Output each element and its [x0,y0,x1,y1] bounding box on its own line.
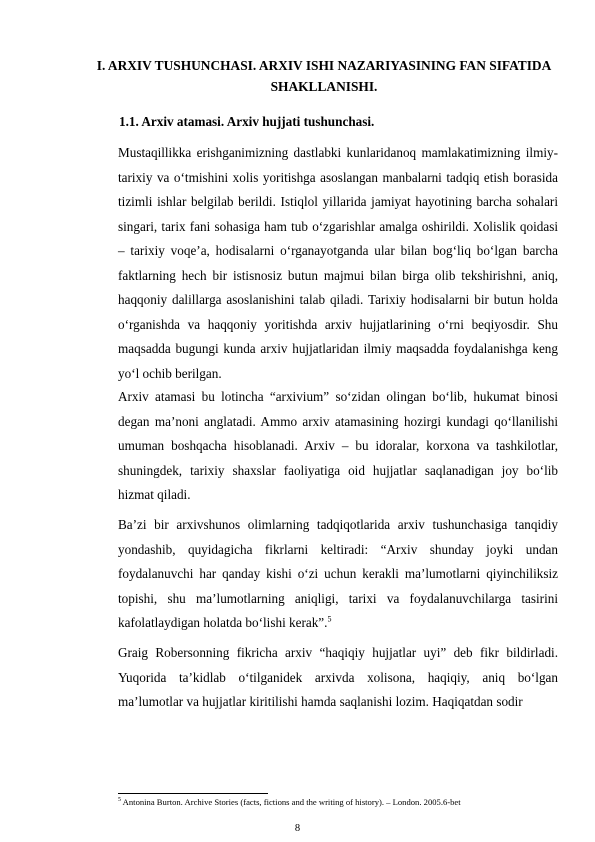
paragraph-4 [118,641,558,715]
footnote-text: Antonina Burton. Archive Stories (facts, fictions and the writing of history). – London. 2005.6-bet [121,797,461,807]
paragraph-1-text: Mustaqillikka erishganimizning dastlabki kunlaridanoq mamlakatimizning ilmiy-tarixiy va o‘tmishini xolis yoritishga asoslangan manbalarni tadqiq etish borasida tizimli ishlar belgilab berildi. Istiqlol yillarida jamiyat hayotining barcha sohalari singari, tarix fani sohasiga ham tub o‘zgarishlar amalga oshirildi. Xolislik qoidasi – tarixiy voqe’a, hodisalarni o‘rganayotganda ular bilan bog‘liq bo‘lgan barcha faktlarning hech bir istisnosiz butun majmui bilan birga olib tekshirishni, aniq, haqqoniy dalillarga asoslanishini talab qiladi. Tarixiy hodisalarni bir butun holda o‘rganishda va haqqoniy yoritishda arxiv hujjatlarining o‘rni beqiyosdir. Shu maqsadda bugungi kunda arxiv hujjatlaridan ilmiy maqsadda foydalanishga keng yo‘l ochib berilgan. [118,145,558,381]
footnote-divider [118,793,268,794]
paragraph-3 [118,513,558,636]
section-title: 1.1. Arxiv atamasi. Arxiv hujjati tushunchasi. [119,114,375,129]
footnote-mark: 5 [118,797,121,804]
footnote-reference[interactable]: 5 [327,614,332,624]
paragraph-4-text: Graig Robersonning fikricha arxiv “haqiqiy hujjatlar uyi” deb fikr bildirladi. Yuqorida ta’kidlab o‘tilganidek arxivda xolisona, haqiqiy, aniq bo‘lgan ma’lumotlar va hujjatlar kiritilishi hamda saqlanishi lozim. Haqiqatdan sodir [118,645,558,709]
paragraph-2 [118,385,558,508]
chapter-heading: I. ARXIV TUSHUNCHASI. ARXIV ISHI NAZARIYASINING FAN SIFATIDA SHAKLLANISHI. [96,58,552,94]
paragraph-1 [118,141,558,386]
paragraph-3-text: Ba’zi bir arxivshunos olimlarning tadqiqotlarida arxiv tushunchasiga tanqidiy yondashib, quyidagicha fikrlarni keltiradi: “Arxiv shunday joyki undan foydalanuvchi har qanday kishi o‘zi uchun kerakli ma’lumotlarni qiyinchiliksiz topishi, shu ma’lumotlarning aniqligi, tarixi va foydalanuvchilarga tasirini kafolatlaydigan holatda bo‘lishi kerak”. [118,517,558,630]
footnote [118,797,558,808]
paragraph-2-text: Arxiv atamasi bu lotincha “arxivium” so‘zidan olingan bo‘lib, hukumat binosi degan ma’noni anglatadi. Ammo arxiv atamasining hozirgi kundagi qo‘llanilishi umuman boshqacha hisoblanadi. Arxiv – bu idoralar, korxona va tashkilotlar, shuningdek, tarixiy shaxslar faoliyatiga oid hujjatlar saqlanadigan joy bo‘lib hizmat qiladi. [118,389,558,502]
page-number: 8 [294,823,301,834]
